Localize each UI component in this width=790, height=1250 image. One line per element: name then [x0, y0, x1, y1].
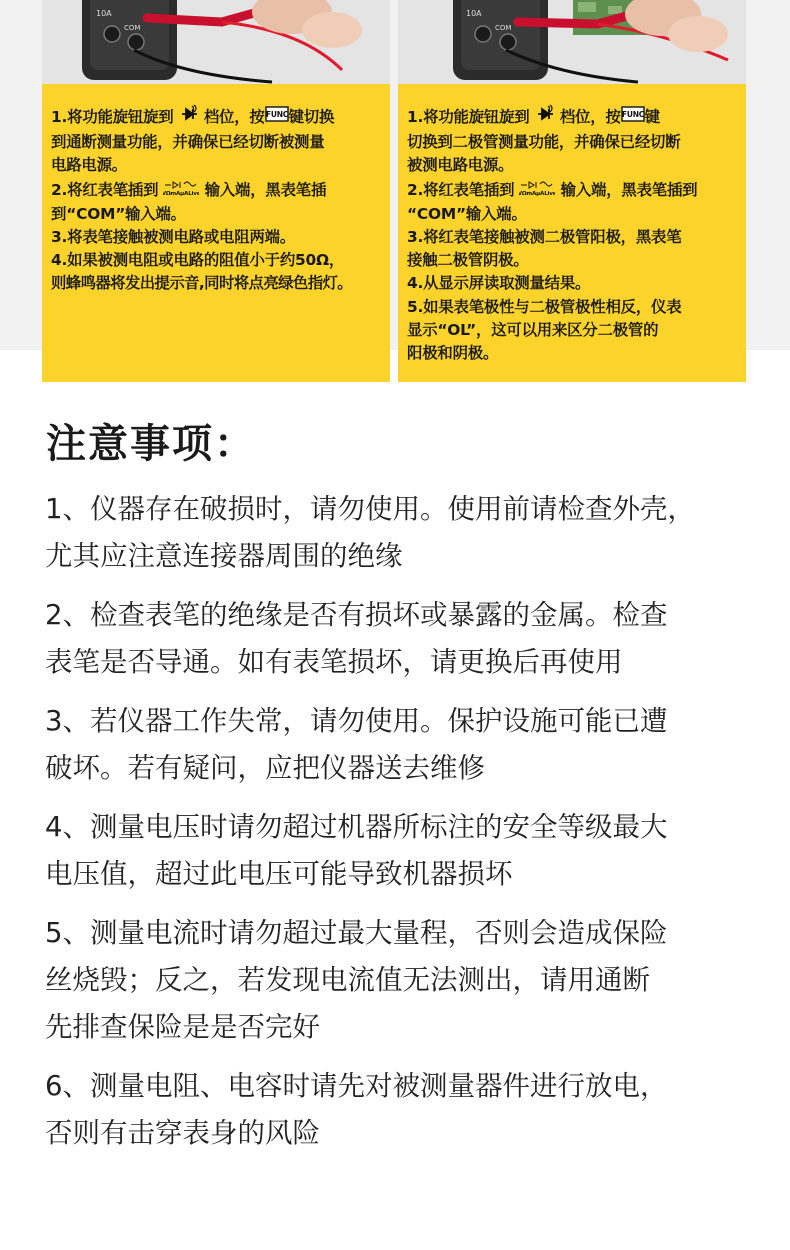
note-item — [45, 698, 745, 792]
device-label-com: COM — [495, 24, 512, 32]
note-line: 否则有击穿表身的风险 — [45, 1117, 320, 1149]
note-line: 3、若仪器工作失常，请勿使用。保护设施可能已遭 — [45, 705, 668, 737]
diode-instructions-card — [398, 84, 746, 382]
note-line: 尤其应注意连接器周围的绝缘 — [45, 540, 403, 572]
instruction-line: 1.将功能旋钮旋到 档位，按 FUNC 键 — [407, 104, 738, 131]
multimeter-illustration-left — [42, 0, 390, 84]
instruction-line: 3.将红表笔接触被测二极管阳极，黑表笔 — [407, 228, 682, 247]
note-line: 4、测量电压时请勿超过机器所标注的安全等级最大 — [45, 811, 668, 843]
note-line: 电压值，超过此电压可能导致机器损坏 — [45, 858, 513, 890]
continuity-instructions-card — [42, 84, 390, 382]
note-line: 6、测量电阻、电容时请先对被测量器件进行放电， — [45, 1070, 668, 1102]
instruction-line: “COM”输入端。 — [407, 204, 527, 223]
multimeter-illustration-right — [398, 0, 746, 84]
multimeter-photo-right — [398, 0, 746, 84]
note-line: 丝烧毁；反之，若发现电流值无法测出，请用通断 — [45, 964, 650, 996]
instruction-line: 到“COM”输入端。 — [51, 204, 186, 223]
note-line: 先排查保险是是否完好 — [45, 1011, 320, 1043]
notes-list — [45, 486, 745, 1169]
instruction-line: 4.从显示屏读取测量结果。 — [407, 274, 591, 293]
instruction-line: 接触二极管阴极。 — [407, 251, 529, 270]
note-line: 2、检查表笔的绝缘是否有损坏或暴露的金属。检查 — [45, 599, 668, 631]
func-key-icon — [265, 106, 289, 129]
instruction-line: 切换到二极管测量功能，并确保已经切断 — [407, 133, 681, 152]
note-item — [45, 910, 745, 1051]
instruction-line: 阳极和阴极。 — [407, 344, 499, 363]
continuity-diode-icon — [179, 104, 199, 131]
input-jack-icon — [519, 178, 555, 203]
instruction-line: 3.将表笔接触被测电路或电阻两端。 — [51, 228, 296, 247]
instruction-line: 1.将功能旋钮旋到 档位，按 FUNC 键切换 — [51, 104, 382, 131]
func-key-label: FUNC — [621, 110, 644, 119]
notes-title: 注意事项： — [46, 421, 256, 467]
note-line: 破坏。若有疑问，应把仪器送去维修 — [45, 752, 485, 784]
func-key-icon — [621, 106, 645, 129]
instruction-line: 则蜂鸣器将发出提示音,同时将点亮绿色指灯。 — [51, 274, 353, 293]
instruction-line: 被测电路电源。 — [407, 156, 514, 175]
note-item — [45, 486, 745, 580]
note-item — [45, 592, 745, 686]
instruction-line: 到通断测量功能，并确保已经切断被测量 — [51, 133, 325, 152]
instruction-line: 2.将红表笔插到 VΩmAμALive 输入端，黑表笔插 — [51, 178, 382, 203]
continuity-diode-icon — [535, 104, 555, 131]
device-label-com: COM — [124, 24, 141, 32]
note-line: 5、测量电流时请勿超过最大量程，否则会造成保险 — [45, 917, 668, 949]
note-line: 1、仪器存在破损时，请勿使用。使用前请检查外壳， — [45, 493, 695, 525]
note-line: 表笔是否导通。如有表笔损坏，请更换后再使用 — [45, 646, 623, 678]
instruction-line: 5.如果表笔极性与二极管极性相反，仪表 — [407, 297, 682, 316]
multimeter-photo-left — [42, 0, 390, 84]
instruction-line: 电路电源。 — [51, 156, 127, 175]
note-item — [45, 804, 745, 898]
note-item — [45, 1063, 745, 1157]
instruction-line: 4.如果被测电阻或电路的阻值小于约50Ω， — [51, 251, 345, 270]
input-jack-icon — [163, 178, 199, 203]
instruction-line: 显示“OL”，这可以用来区分二极管的 — [407, 320, 659, 339]
input-jack-label: VΩmAμALive — [519, 190, 556, 196]
input-jack-label: VΩmAμALive — [163, 190, 200, 196]
device-label-10a: 10A — [466, 9, 482, 18]
instruction-line: 2.将红表笔插到 VΩmAμALive 输入端，黑表笔插到 — [407, 178, 738, 203]
func-key-label: FUNC — [265, 110, 288, 119]
device-label-10a: 10A — [96, 9, 112, 18]
